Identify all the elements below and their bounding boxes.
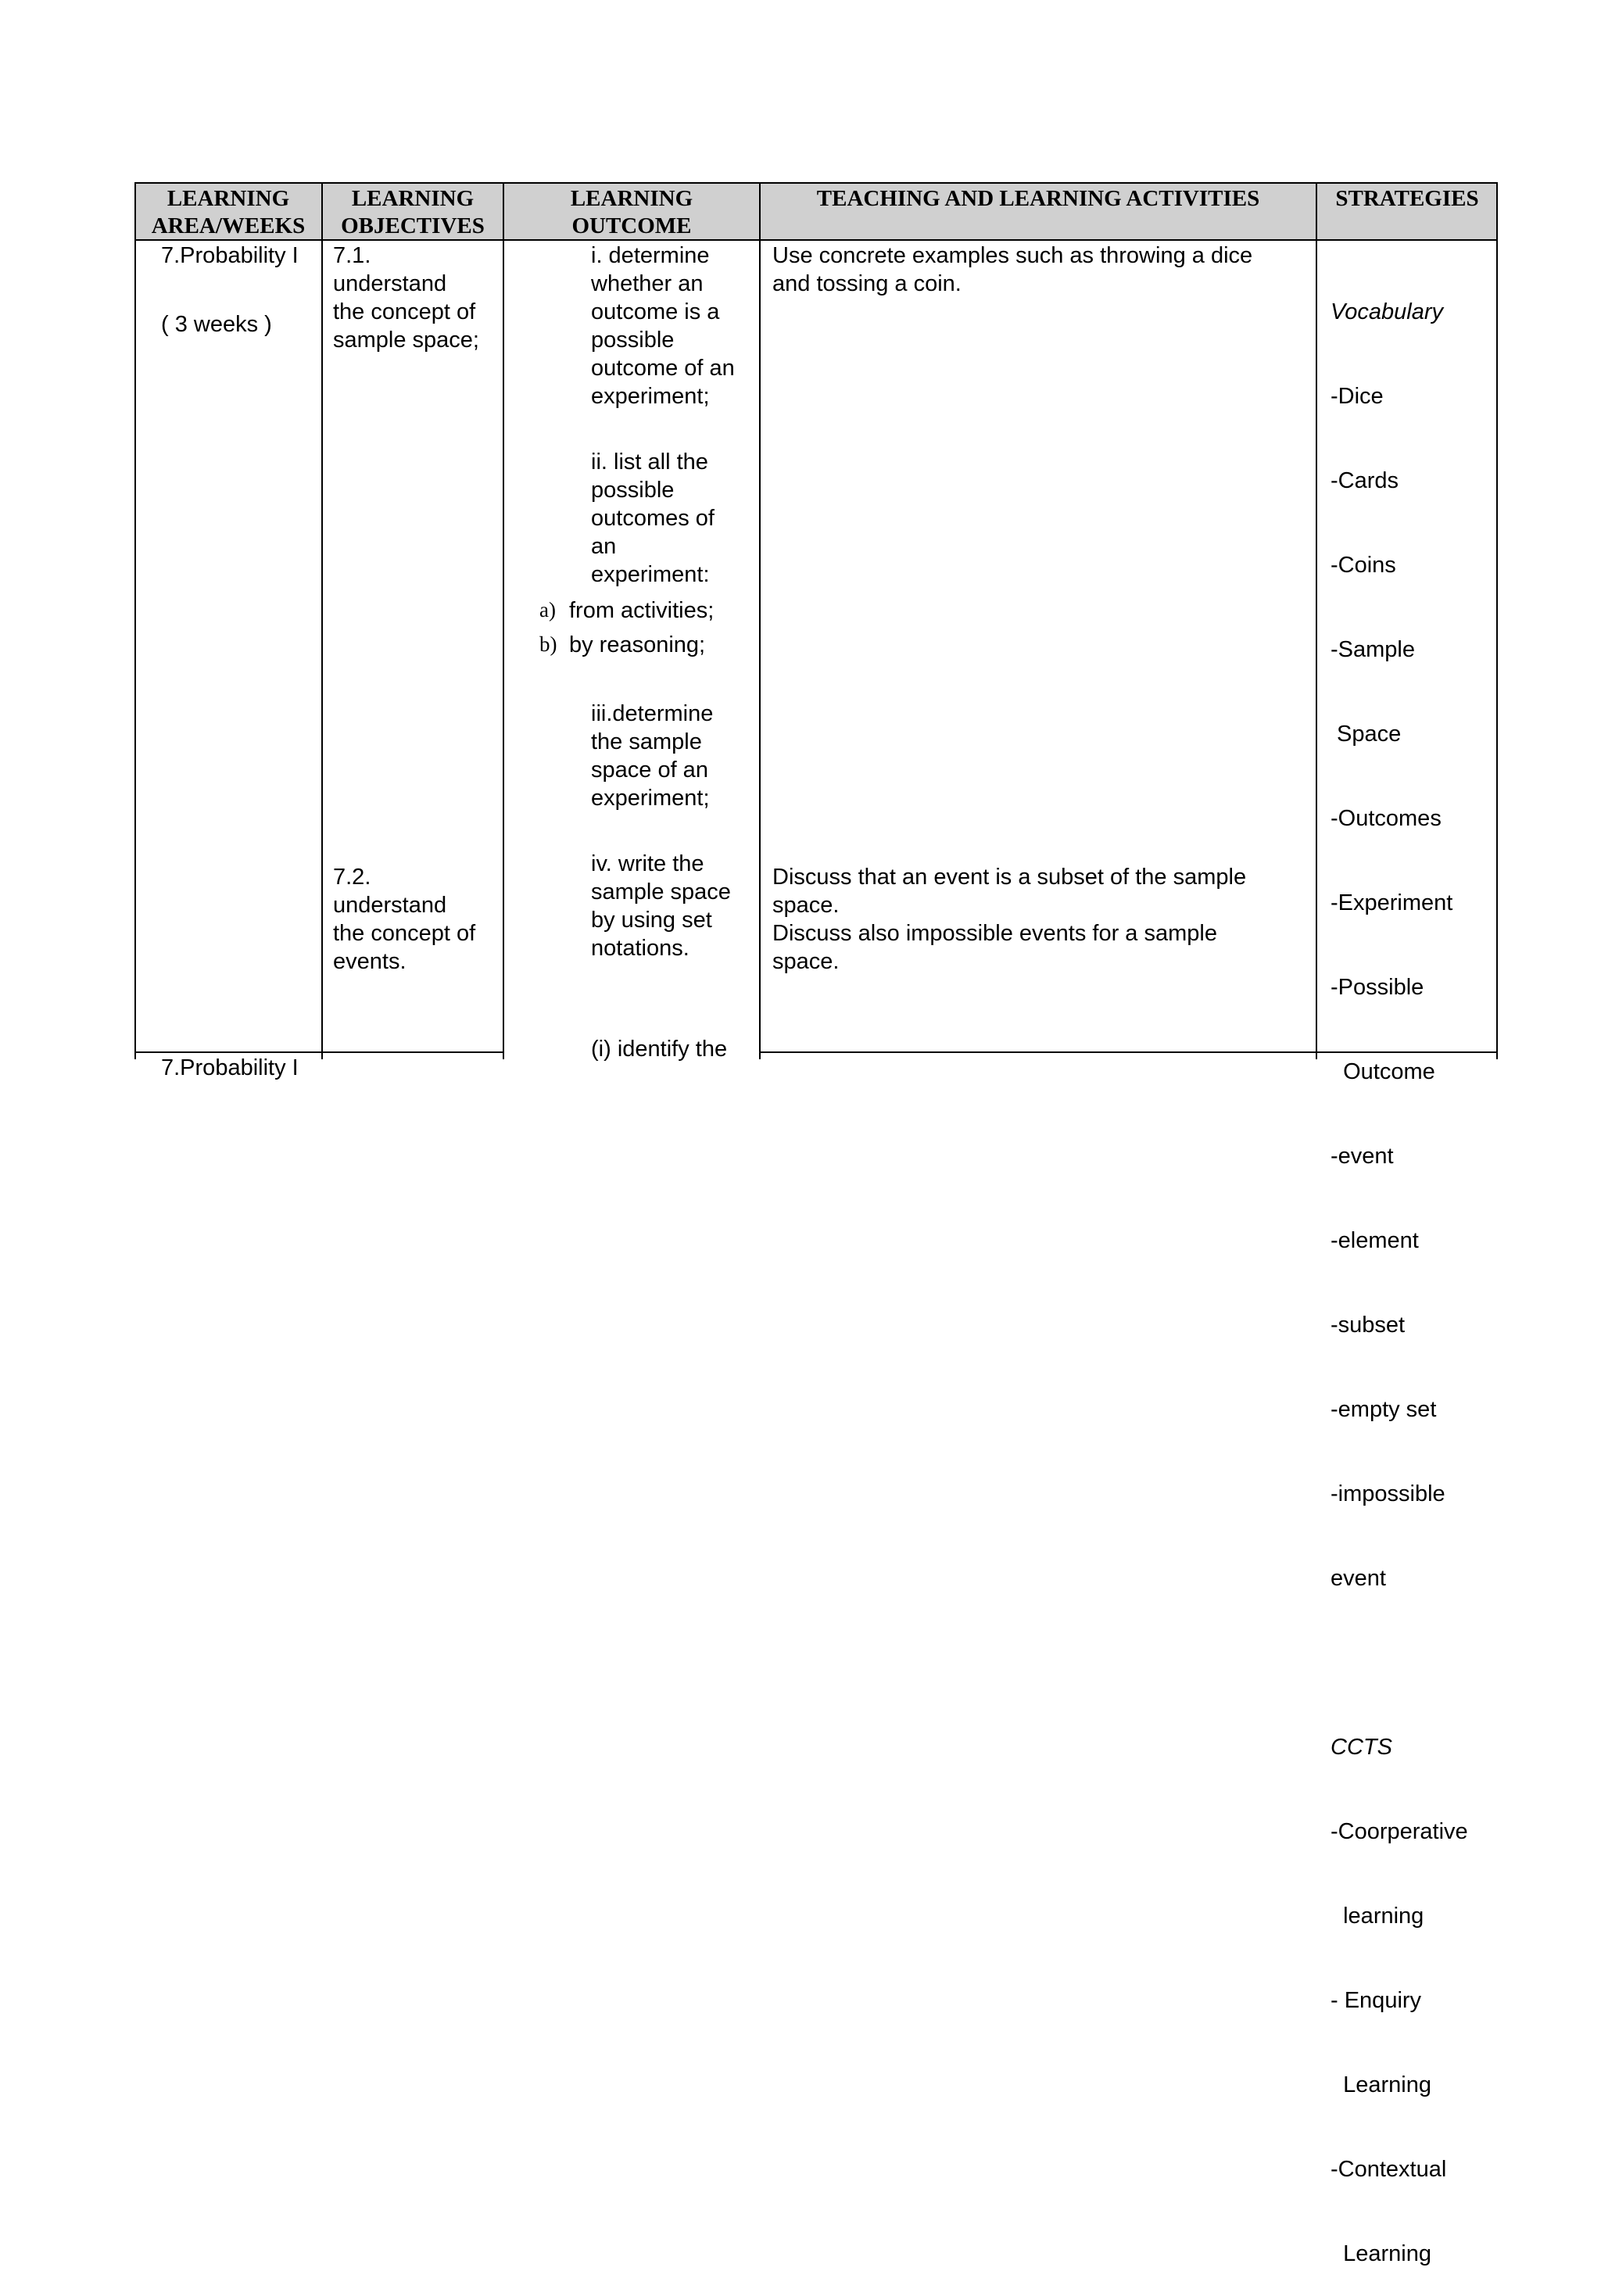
sublist-item: from activities; [569,598,715,623]
table-top-border [134,182,1498,184]
area-weeks: ( 3 weeks ) [161,312,272,337]
col-border-1 [321,182,323,1059]
col-border-3 [759,182,761,1059]
header-learning-outcome: LEARNING OUTCOME [570,186,693,238]
strategies-list: Vocabulary -Dice -Cards -Coins -Sample Space -Outcomes -Experiment -Possible Outcome -event -element -subset -empty set -impossible event CCTS -Coorperative learning - Enquiry Learning -Contextual Learning [1331,299,1468,2266]
outcome-iv: iv. write the sample space by using set notations. [591,851,731,961]
ccts-heading: CCTS [1331,1735,1392,1760]
outcome-iii: iii.determine the sample space of an experiment; [591,701,714,811]
objective-7-1: 7.1. understand the concept of sample space; [333,243,479,353]
header-strategies: STRATEGIES [1335,186,1479,211]
vocabulary-heading: Vocabulary [1331,299,1444,324]
outcome-identify: (i) identify the [591,1037,728,1062]
activity-concrete-examples: Use concrete examples such as throwing a dice and tossing a coin. [772,243,1253,296]
header-teaching-activities: TEACHING AND LEARNING ACTIVITIES [816,186,1260,211]
sublist-item: by reasoning; [569,632,706,657]
row-bottom-border-left [134,1051,503,1053]
col-border-4 [1316,182,1317,1059]
header-bottom-border [134,239,1498,241]
area-title-continued: 7.Probability I [161,1055,299,1080]
outcome-i: i. determine whether an outcome is a possible outcome of an experiment; [591,243,735,409]
col-border-0 [134,182,136,1059]
sublist-marker: b) [539,632,557,656]
header-learning-area: LEARNING AREA/WEEKS [151,186,306,238]
outcome-ii: ii. list all the possible outcomes of an experiment: [591,450,715,587]
area-title: 7.Probability I [161,243,299,268]
header-learning-objectives: LEARNING OBJECTIVES [341,186,485,238]
sublist-marker: a) [539,598,556,621]
col-border-5 [1496,182,1498,1059]
col-border-2 [503,182,504,1059]
activity-discuss-events: Discuss that an event is a subset of the sample space. Discuss also impossible events for a sample space. [772,865,1247,974]
objective-7-2: 7.2. understand the concept of events. [333,865,476,974]
